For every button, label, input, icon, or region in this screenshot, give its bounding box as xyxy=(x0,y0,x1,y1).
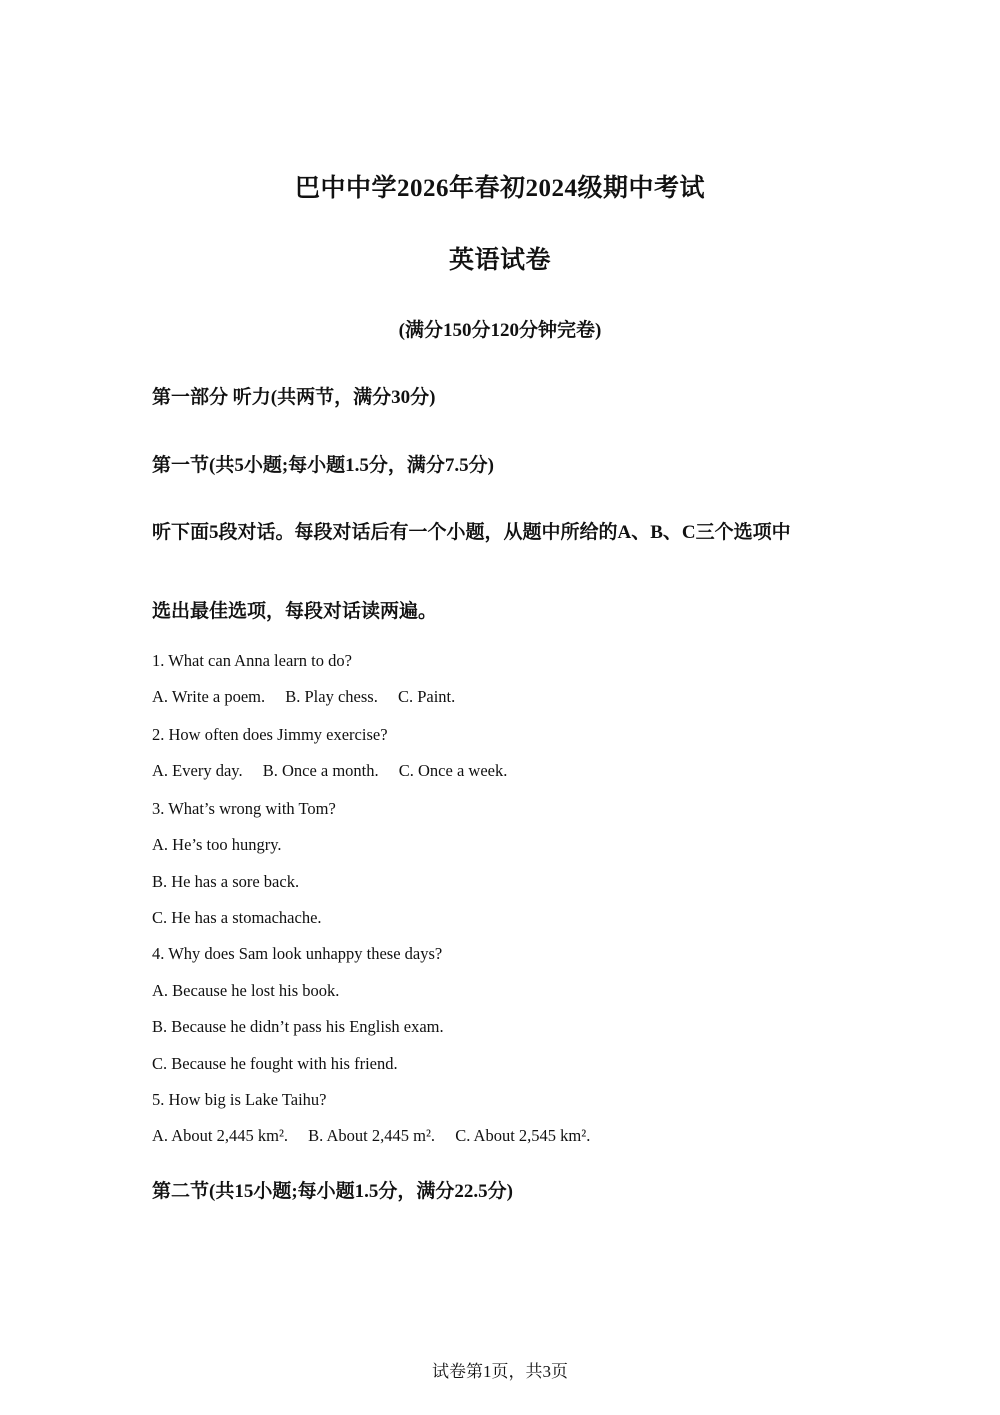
question-2-option-c: C. Once a week. xyxy=(398,761,508,780)
section2-title: 第二节(共15小题;每小题1.5分，满分22.5分) xyxy=(152,1181,513,1202)
question-5-option-a: A. About 2,445 km². xyxy=(152,1126,289,1145)
question-4: 4. Why does Sam look unhappy these days? xyxy=(152,944,443,963)
question-1-option-b: B. Play chess. xyxy=(285,687,378,706)
question-4-option-b: B. Because he didn’t pass his English exam. xyxy=(152,1017,444,1036)
section1-title: 第一节(共5小题;每小题1.5分，满分7.5分) xyxy=(152,455,494,476)
question-5-option-c: C. About 2,545 km². xyxy=(455,1126,591,1145)
question-3-option-c: C. He has a stomachache. xyxy=(152,908,322,927)
question-3-option-a: A. He’s too hungry. xyxy=(152,835,282,854)
question-5-option-b: B. About 2,445 m². xyxy=(308,1126,436,1145)
question-2-option-b: B. Once a month. xyxy=(262,761,379,780)
question-4-option-c: C. Because he fought with his friend. xyxy=(152,1054,398,1073)
question-1-options xyxy=(152,687,471,707)
question-4-option-a: A. Because he lost his book. xyxy=(152,981,340,1000)
score-info: (满分150分120分钟完卷) xyxy=(398,320,602,341)
question-3: 3. What’s wrong with Tom? xyxy=(152,799,336,818)
section1-instruction-line2: 选出最佳选项，每段对话读两遍。 xyxy=(152,601,438,622)
exam-subject: 英语试卷 xyxy=(448,247,551,274)
part1-title: 第一部分 听力(共两节，满分30分) xyxy=(152,387,436,408)
exam-title: 巴中中学2026年春初2024级期中考试 xyxy=(294,175,705,202)
question-1: 1. What can Anna learn to do? xyxy=(152,651,352,670)
question-2: 2. How often does Jimmy exercise? xyxy=(152,725,388,744)
page-footer: 试卷第1页，共3页 xyxy=(432,1362,568,1381)
question-2-options xyxy=(152,761,523,781)
question-3-option-b: B. He has a sore back. xyxy=(152,872,300,891)
question-1-option-c: C. Paint. xyxy=(397,687,456,706)
question-1-option-a: A. Write a poem. xyxy=(152,687,266,706)
question-5: 5. How big is Lake Taihu? xyxy=(152,1090,327,1109)
question-5-options xyxy=(152,1126,606,1146)
section1-instruction-line1: 听下面5段对话。每段对话后有一个小题，从题中所给的A、B、C三个选项中 xyxy=(152,522,791,543)
question-2-option-a: A. Every day. xyxy=(152,761,243,780)
